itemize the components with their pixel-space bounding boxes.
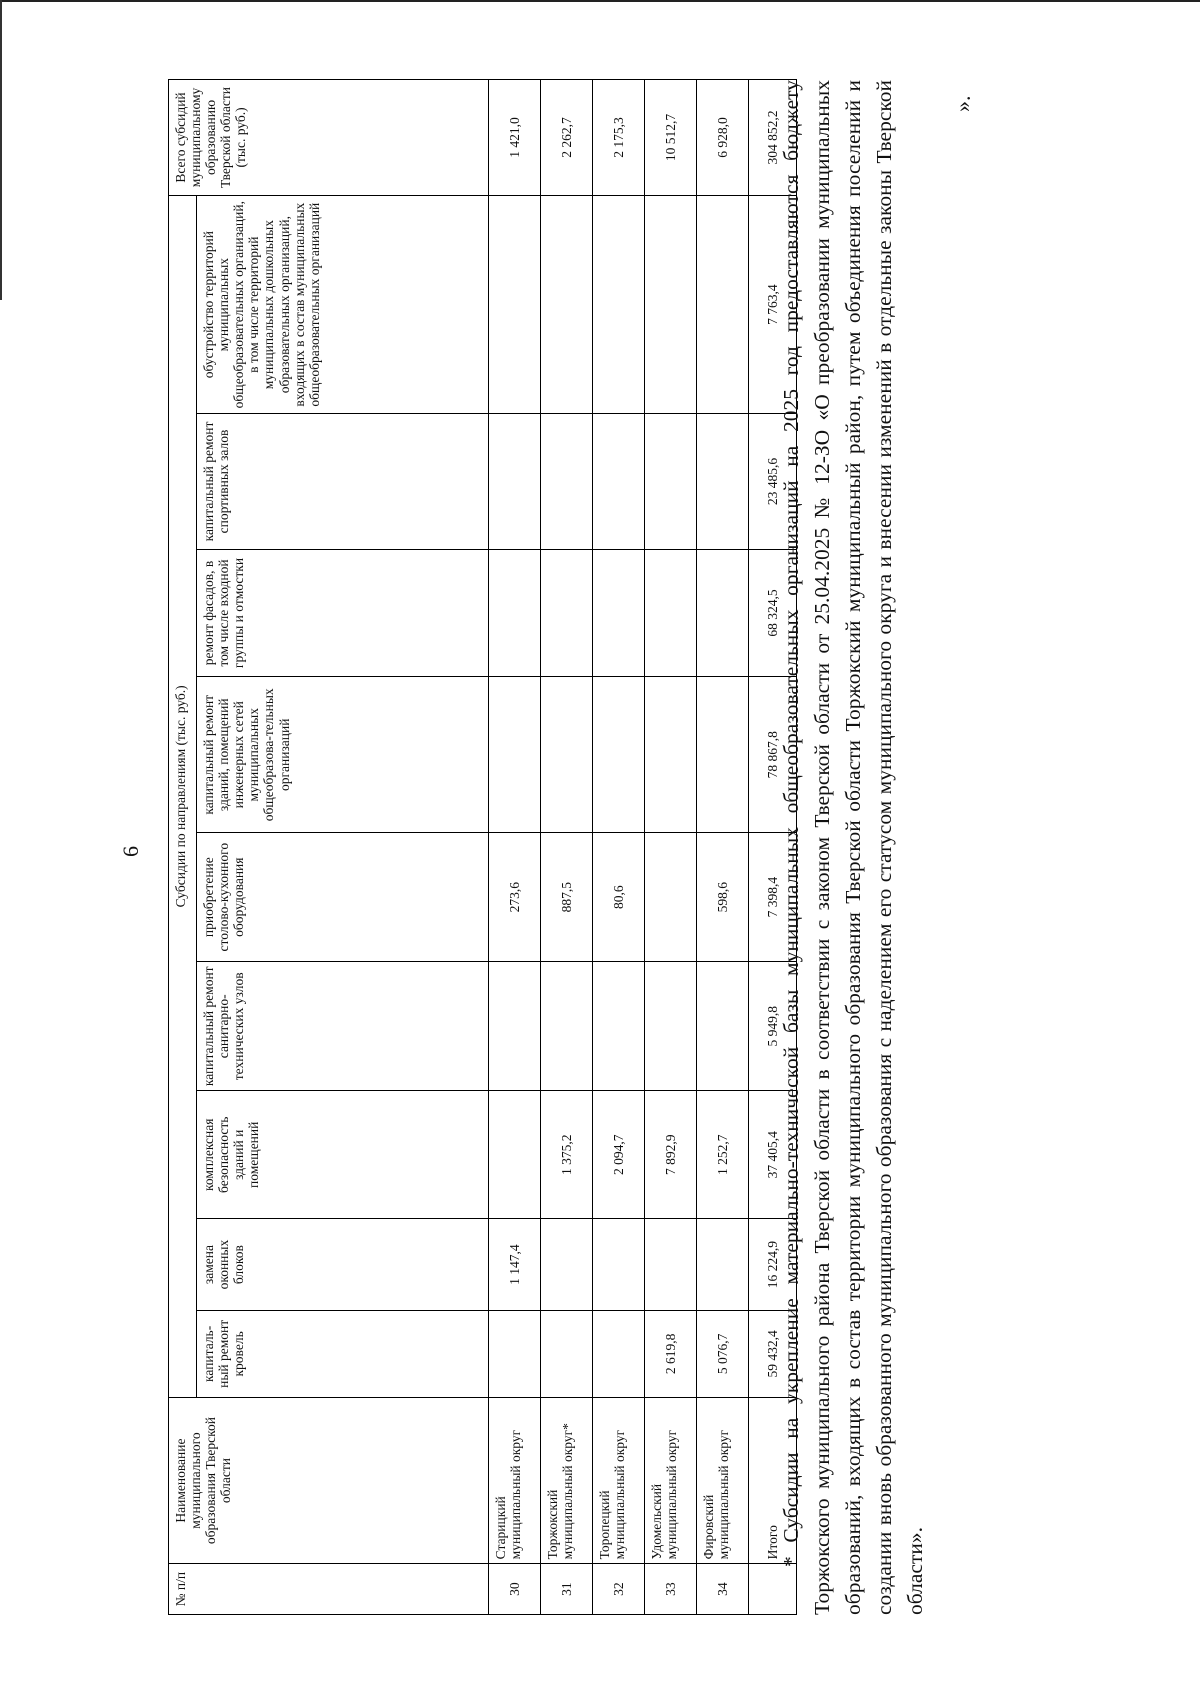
cell-sanitary: [645, 962, 697, 1091]
header-row-1: [169, 80, 197, 1615]
cell-safety: 2 094,7: [593, 1091, 645, 1219]
cell-buildings: [489, 677, 541, 833]
closing-quote: ».: [950, 95, 975, 112]
cell-safety: [489, 1091, 541, 1219]
cell-buildings: [593, 677, 645, 833]
header-safety: комплексная безопасность зданий и помещений: [197, 1091, 489, 1219]
cell-gyms: [645, 414, 697, 549]
row-num: 30: [489, 1564, 541, 1615]
row-num: 32: [593, 1564, 645, 1615]
cell-buildings: [541, 677, 593, 833]
cell-kitchen: 598,6: [697, 833, 749, 962]
cell-sanitary: [541, 962, 593, 1091]
cell-roofs: [489, 1310, 541, 1397]
cell-windows: [645, 1219, 697, 1311]
subsidy-table: [168, 79, 797, 1615]
cell-total: 1 421,0: [489, 80, 541, 196]
row-name: Удомельский муниципальный округ: [645, 1397, 697, 1564]
cell-sanitary: [489, 962, 541, 1091]
total-label: Итого: [749, 1397, 797, 1564]
row-num: 31: [541, 1564, 593, 1615]
total-territories: 7 763,4: [749, 195, 797, 413]
cell-total: 10 512,7: [645, 80, 697, 196]
cell-gyms: [541, 414, 593, 549]
cell-facades: [541, 549, 593, 677]
cell-territories: [541, 195, 593, 413]
table-row: [541, 80, 593, 1615]
total-roofs: 59 432,4: [749, 1310, 797, 1397]
table-row: [697, 80, 749, 1615]
cell-roofs: [593, 1310, 645, 1397]
header-total: Всего субсидий муниципальному образованию Тверской области (тыс. руб.): [169, 80, 489, 196]
total-kitchen: 7 398,4: [749, 833, 797, 962]
cell-total: 2 175,3: [593, 80, 645, 196]
header-kitchen: приобретение столово-кухонного оборудования: [197, 833, 489, 962]
header-gyms: капитальный ремонт спортивных залов: [197, 414, 489, 549]
cell-territories: [645, 195, 697, 413]
header-row-2: [197, 80, 489, 1615]
cell-total: 6 928,0: [697, 80, 749, 196]
cell-sanitary: [593, 962, 645, 1091]
header-num: № п/п: [169, 1564, 489, 1615]
header-group: Субсидии по направлениям (тыс. руб.): [169, 195, 197, 1397]
total-sanitary: 5 949,8: [749, 962, 797, 1091]
header-windows: замена оконных блоков: [197, 1219, 489, 1311]
header-territories: обустройство территорий муниципальных общеобразовательных организаций, в том числе территорий муниципальных дошкольных образовательных организаций, входящих в состав муниципальных общеобразовательных организаций: [197, 195, 489, 413]
cell-kitchen: 273,6: [489, 833, 541, 962]
cell-facades: [697, 549, 749, 677]
cell-kitchen: 80,6: [593, 833, 645, 962]
cell-roofs: [541, 1310, 593, 1397]
total-buildings: 78 867,8: [749, 677, 797, 833]
cell-facades: [593, 549, 645, 677]
header-roofs: капиталь-ный ремонт кровель: [197, 1310, 489, 1397]
cell-buildings: [645, 677, 697, 833]
table-row: [593, 80, 645, 1615]
cell-facades: [645, 549, 697, 677]
header-name: Наименование муниципального образования Тверской области: [169, 1397, 489, 1564]
table-row: [489, 80, 541, 1615]
cell-windows: [541, 1219, 593, 1311]
cell-gyms: [489, 414, 541, 549]
cell-kitchen: 887,5: [541, 833, 593, 962]
cell-safety: 1 252,7: [697, 1091, 749, 1219]
row-num: 33: [645, 1564, 697, 1615]
header-facades: ремонт фасадов, в том числе входной группы и отмостки: [197, 549, 489, 677]
cell-windows: [593, 1219, 645, 1311]
cell-roofs: 2 619,8: [645, 1310, 697, 1397]
cell-windows: [697, 1219, 749, 1311]
cell-gyms: [697, 414, 749, 549]
total-safety: 37 405,4: [749, 1091, 797, 1219]
cell-total: 2 262,7: [541, 80, 593, 196]
footnote: [776, 80, 931, 1615]
cell-windows: 1 147,4: [489, 1219, 541, 1311]
cell-facades: [489, 549, 541, 677]
row-name: Торжокский муниципальный округ*: [541, 1397, 593, 1564]
header-sanitary: капитальный ремонт санитарно-технических узлов: [197, 962, 489, 1091]
row-name: Фировский муниципальный округ: [697, 1397, 749, 1564]
cell-gyms: [593, 414, 645, 549]
cell-kitchen: [645, 833, 697, 962]
header-buildings: капитальный ремонт зданий, помещений инженерных сетей муниципальных общеобразова-тельных организаций: [197, 677, 489, 833]
cell-territories: [697, 195, 749, 413]
row-name: Торопецкий муниципальный округ: [593, 1397, 645, 1564]
table-row: [645, 80, 697, 1615]
total-grand: 304 852,2: [749, 80, 797, 196]
total-facades: 68 324,5: [749, 549, 797, 677]
row-num: 34: [697, 1564, 749, 1615]
total-gyms: 23 485,6: [749, 414, 797, 549]
cell-buildings: [697, 677, 749, 833]
cell-territories: [593, 195, 645, 413]
cell-safety: 1 375,2: [541, 1091, 593, 1219]
total-windows: 16 224,9: [749, 1219, 797, 1311]
footnote-text: * Субсидии на укрепление материально-технической базы муниципальных общеобразовательных организаций на 2025 год предоставляются бюджету Торжокского муниципального района Тверской области в соответствии с законом Тверской области от 25.04.2025 № 12-ЗО «О преобразовании муниципальных образований, входящих в состав территории муниципального образования Тверской области Торжокский муниципальный район, путем объединения поселений и создании вновь образованного муниципального образования с наделением его статусом муниципального округа и внесении изменений в отдельные законы Тверской области».: [779, 80, 927, 1615]
page-number: 6: [118, 846, 143, 857]
row-name: Старицкий муниципальный округ: [489, 1397, 541, 1564]
cell-sanitary: [697, 962, 749, 1091]
cell-safety: 7 892,9: [645, 1091, 697, 1219]
cell-territories: [489, 195, 541, 413]
cell-roofs: 5 076,7: [697, 1310, 749, 1397]
